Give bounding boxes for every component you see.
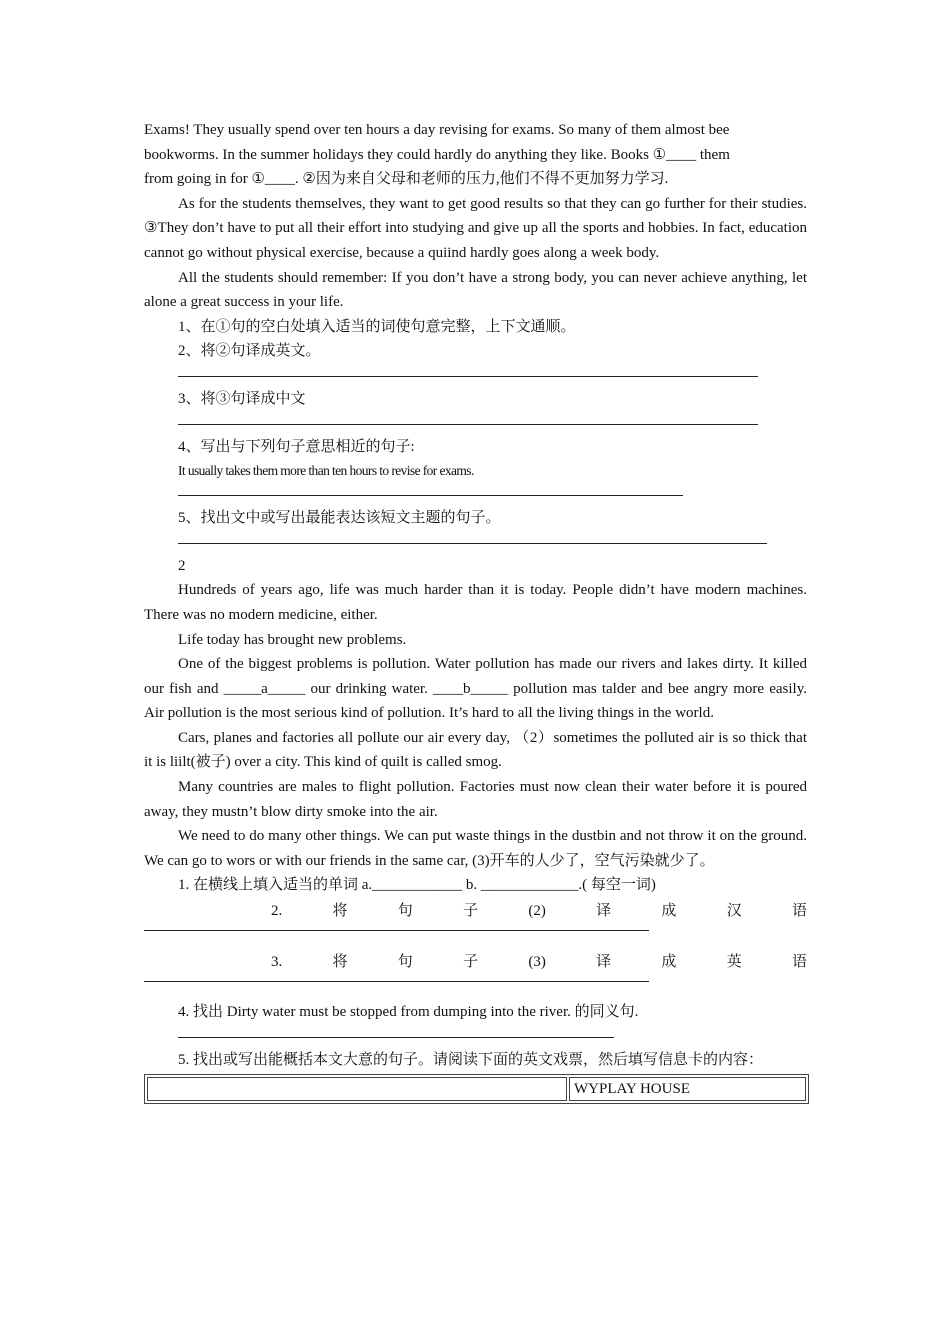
passage2-question-3 (144, 949, 807, 975)
q2-word: 句 (397, 903, 413, 920)
answer-line[interactable] (178, 531, 767, 544)
q2-word: 汉 (726, 903, 742, 920)
q3-word: 句 (397, 954, 413, 971)
passage1-question-4: 4、写出与下列句子意思相近的句子: (178, 438, 415, 455)
q3-word: 语 (791, 954, 807, 971)
answer-line[interactable] (178, 412, 758, 425)
q2-word: 将 (332, 903, 348, 920)
passage2-para4: Cars, planes and factories all pollute our air every day, （2）sometimes the polluted air is so thick that it is liilt(被子) over a city. This kind of quilt is called smog. (144, 729, 807, 771)
para1-line1: Exams! They usually spend over ten hours a day revising for exams. So many of them almost bee (144, 122, 730, 138)
q2-word: 语 (791, 903, 807, 920)
q3-word: 3. (271, 954, 283, 971)
q3-word: 英 (726, 954, 742, 971)
q3-word: 成 (661, 954, 677, 971)
q3-word: (3) (528, 954, 546, 971)
passage2-para3: One of the biggest problems is pollution. Water pollution has made our rivers and lakes dirty. It killed our fish and _____a_____ our drinking water. ____b_____ pollution mas talder and bee angry more easily. Air pollution is the most serious kind of pollution. It’s hard to all the living things in the world. (144, 656, 807, 722)
passage2-number: 2 (178, 557, 186, 574)
passage1-question-1: 1、在①句的空白处填入适当的词使句意完整，上下文通顺。 (178, 318, 576, 335)
passage2-para2: Life today has brought new problems. (178, 631, 407, 648)
play-ticket-table (144, 1074, 809, 1104)
passage1-question-3: 3、将③句译成中文 (178, 390, 306, 407)
table-cell-right: WYPLAY HOUSE (569, 1077, 806, 1101)
passage2-question-4: 4. 找出 Dirty water must be stopped from dumping into the river. 的同义句. (178, 1004, 639, 1021)
q2-word: 译 (596, 903, 612, 920)
passage2-question-2 (144, 898, 807, 924)
answer-line[interactable] (144, 975, 649, 982)
q2-word: 成 (661, 903, 677, 920)
passage1-question-4-sentence: It usually takes them more than ten hours to revise for exams. (178, 463, 474, 479)
passage2-para5: Many countries are males to flight pollution. Factories must now clean their water before it is poured away, they mustn’t blow dirty smoke into the air. (144, 779, 807, 820)
table-cell-left (147, 1077, 567, 1101)
answer-line[interactable] (144, 924, 649, 931)
passage1-question-5: 5、找出文中或写出最能表达该短文主题的句子。 (178, 510, 501, 527)
para1-line2: bookworms. In the summer holidays they could hardly do anything they like. Books ①____ them (144, 146, 730, 163)
passage2-para1: Hundreds of years ago, life was much harder than it is today. People didn’t have modern machines. There was no modern medicine, either. (144, 582, 807, 623)
q2-word: (2) (528, 903, 546, 920)
q3-word: 子 (463, 954, 479, 971)
passage2-question-5: 5. 找出或写出能概括本文大意的句子。请阅读下面的英文戏票，然后填写信息卡的内容： (178, 1051, 764, 1068)
answer-line[interactable] (178, 483, 683, 496)
passage1-para3: All the students should remember: If you don’t have a strong body, you can never achieve anything, let alone a great success in your life. (144, 269, 807, 311)
passage1-para1 (144, 118, 807, 192)
answer-line[interactable] (178, 364, 758, 377)
q2-word: 2. (271, 903, 283, 920)
table-row (147, 1077, 806, 1101)
passage2-question-1: 1. 在横线上填入适当的单词 a.____________ b. _____________.( 每空一词) (178, 877, 656, 894)
passage1-question-2: 2、将②句译成英文。 (178, 343, 321, 360)
passage1-para2: As for the students themselves, they want to get good results so that they can go further for their studies. ③They don’t have to put all their effort into studying and give up all the sports and hobbies. In fact, education cannot go without physical exercise, because a quiind hardly goes along a week body. (144, 195, 807, 261)
para1-line3: from going in for ①____. ②因为来自父母和老师的压力,他们不得不更加努力学习. (144, 171, 669, 188)
answer-line[interactable] (178, 1025, 614, 1038)
q2-word: 子 (463, 903, 479, 920)
q3-word: 译 (596, 954, 612, 971)
q3-word: 将 (332, 954, 348, 971)
document-page (144, 118, 807, 1104)
passage2-para6: We need to do many other things. We can put waste things in the dustbin and not throw it on the ground. We can go to wors or with our friends in the same car, (3)开车的人少了，空气污染就少了。 (144, 828, 807, 869)
